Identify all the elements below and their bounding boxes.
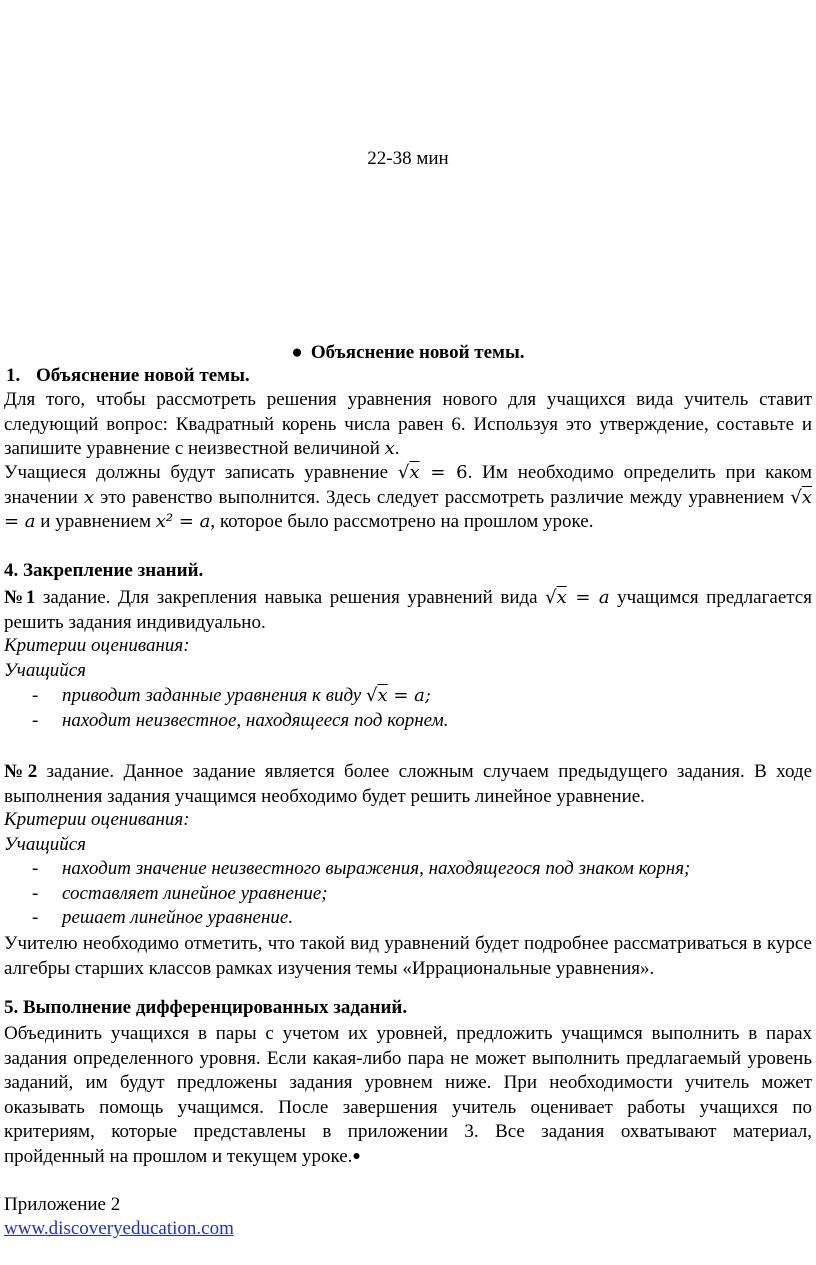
task1-b: учащимся предлагается решить задания индивидуально. bbox=[4, 587, 812, 633]
p2-c: это равенство выполнится. Здесь следует рассмотреть различие между уравнением bbox=[94, 486, 791, 508]
section1-heading bbox=[4, 364, 814, 389]
dash-bullet: - bbox=[32, 882, 39, 904]
list-item-text: приводит заданные уравнения к виду bbox=[62, 685, 366, 706]
sqrt-icon: √ bbox=[365, 685, 378, 706]
section1-paragraph1 bbox=[4, 388, 812, 462]
radicand: x bbox=[377, 685, 388, 706]
teacher-note: Учителю необходимо отметить, что такой вид уравнений будет подробнее рассматриваться в курсе алгебры старших классов рамках изучения темы «Иррациональные уравнения». bbox=[4, 933, 812, 979]
dash-bullet: - bbox=[32, 709, 39, 731]
bullet-icon: ● bbox=[291, 342, 303, 363]
eq2-rhs: = a bbox=[4, 511, 36, 532]
list-item bbox=[4, 857, 812, 882]
task2-criteria-list bbox=[4, 857, 812, 931]
section5-heading: 5. Выполнение дифференцированных заданий. bbox=[4, 997, 408, 1018]
criteria-label-2: Критерии оценивания: bbox=[4, 809, 190, 830]
bullet-icon: ● bbox=[352, 1148, 361, 1164]
radicand: x bbox=[409, 462, 420, 483]
time-label: 22-38 мин bbox=[367, 148, 449, 169]
dash-bullet: - bbox=[32, 907, 39, 928]
p2-b: . Им необходимо определить при каком значении bbox=[4, 462, 812, 508]
sqrt-icon: √ bbox=[545, 587, 557, 608]
list-item bbox=[4, 906, 812, 931]
section5-paragraph bbox=[4, 1022, 812, 1169]
p2-a: Учащиеся должны будут записать уравнение bbox=[4, 462, 398, 483]
p1-end: . bbox=[394, 438, 400, 459]
student-label-2: Учащийся bbox=[4, 834, 86, 855]
task1-label: №1 bbox=[4, 587, 36, 608]
section1-number: 1. bbox=[6, 365, 21, 386]
list-item-text: решает линейное уравнение. bbox=[62, 907, 294, 928]
p2-d: и уравнением bbox=[35, 511, 156, 532]
task1-eq-rhs: = a bbox=[575, 587, 610, 608]
eq1-rhs: = 6 bbox=[430, 462, 468, 483]
task1-a: задание. Для закрепления навыка решения уравнений вида bbox=[35, 587, 546, 608]
p1-text: Для того, чтобы рассмотреть решения уравнения нового для учащихся вида учитель ставит следующий вопрос: Квадратный корень числа равен 6. Используя это утверждение, составьте и запишите уравнение с неизвестной величиной bbox=[4, 389, 812, 459]
footer-link-wrap bbox=[4, 1217, 812, 1242]
list-item-text: составляет линейное уравнение; bbox=[62, 882, 328, 904]
dash-bullet: - bbox=[32, 685, 39, 706]
equation-item bbox=[366, 685, 431, 706]
sqrt-icon: √ bbox=[790, 486, 802, 508]
section1-title: Объяснение новой темы. bbox=[36, 365, 250, 386]
section-title bbox=[4, 341, 812, 366]
sqrt-icon: √ bbox=[397, 462, 410, 483]
task1-paragraph bbox=[4, 586, 812, 635]
p2-var: x bbox=[83, 486, 95, 508]
equation-sqrt-x-6 bbox=[398, 462, 468, 483]
website-link[interactable]: www.discoveryeducation.com bbox=[4, 1218, 234, 1239]
task2-text: задание. Данное задание является более сложным случаем предыдущего задания. В ходе выполнения задания учащимся необходимо будет решить линейное уравнение. bbox=[4, 761, 813, 807]
task1-criteria-list bbox=[4, 684, 812, 733]
equation-task1 bbox=[545, 587, 609, 608]
p1-var: x bbox=[384, 438, 395, 459]
list-item bbox=[4, 882, 812, 907]
section-title-text: Объяснение новой темы. bbox=[310, 342, 525, 363]
list-item-text: находит неизвестное, находящееся под корнем. bbox=[62, 709, 449, 731]
list-item bbox=[4, 684, 812, 709]
student-label-1: Учащийся bbox=[4, 660, 86, 681]
list-item bbox=[4, 709, 812, 734]
list-item-text: находит значение неизвестного выражения, находящегося под знаком корня; bbox=[62, 858, 691, 879]
section5-text: Объединить учащихся в пары с учетом их уровней, предложить учащимся выполнить в парах задания определенного уровня. Если какая-либо пара не может выполнить предлагаемый уровень заданий, им будут предложены задания уровнем ниже. При необходимости учитель может оказывать помощь учащимся. После завершения учитель оценивает работы учащихся по критериям, которые представлены в приложении 3. Все задания охватывают материал, пройденный на прошлом и текущем уроке. bbox=[4, 1023, 812, 1167]
p2-e: , которое было рассмотрено на прошлом уроке. bbox=[210, 511, 594, 532]
radicand: x bbox=[801, 486, 812, 508]
item-eq-rhs: = a; bbox=[393, 685, 431, 706]
equation-x-squared: x² = a bbox=[155, 511, 211, 532]
task2-label: №2 bbox=[4, 761, 38, 782]
section4-heading: 4. Закрепление знаний. bbox=[4, 560, 204, 581]
section1-paragraph2 bbox=[4, 461, 812, 535]
task2-paragraph bbox=[4, 760, 812, 809]
appendix-label: Приложение 2 bbox=[4, 1194, 121, 1215]
radicand: x bbox=[556, 587, 567, 608]
dash-bullet: - bbox=[32, 858, 39, 879]
criteria-label-1: Критерии оценивания: bbox=[4, 635, 190, 656]
